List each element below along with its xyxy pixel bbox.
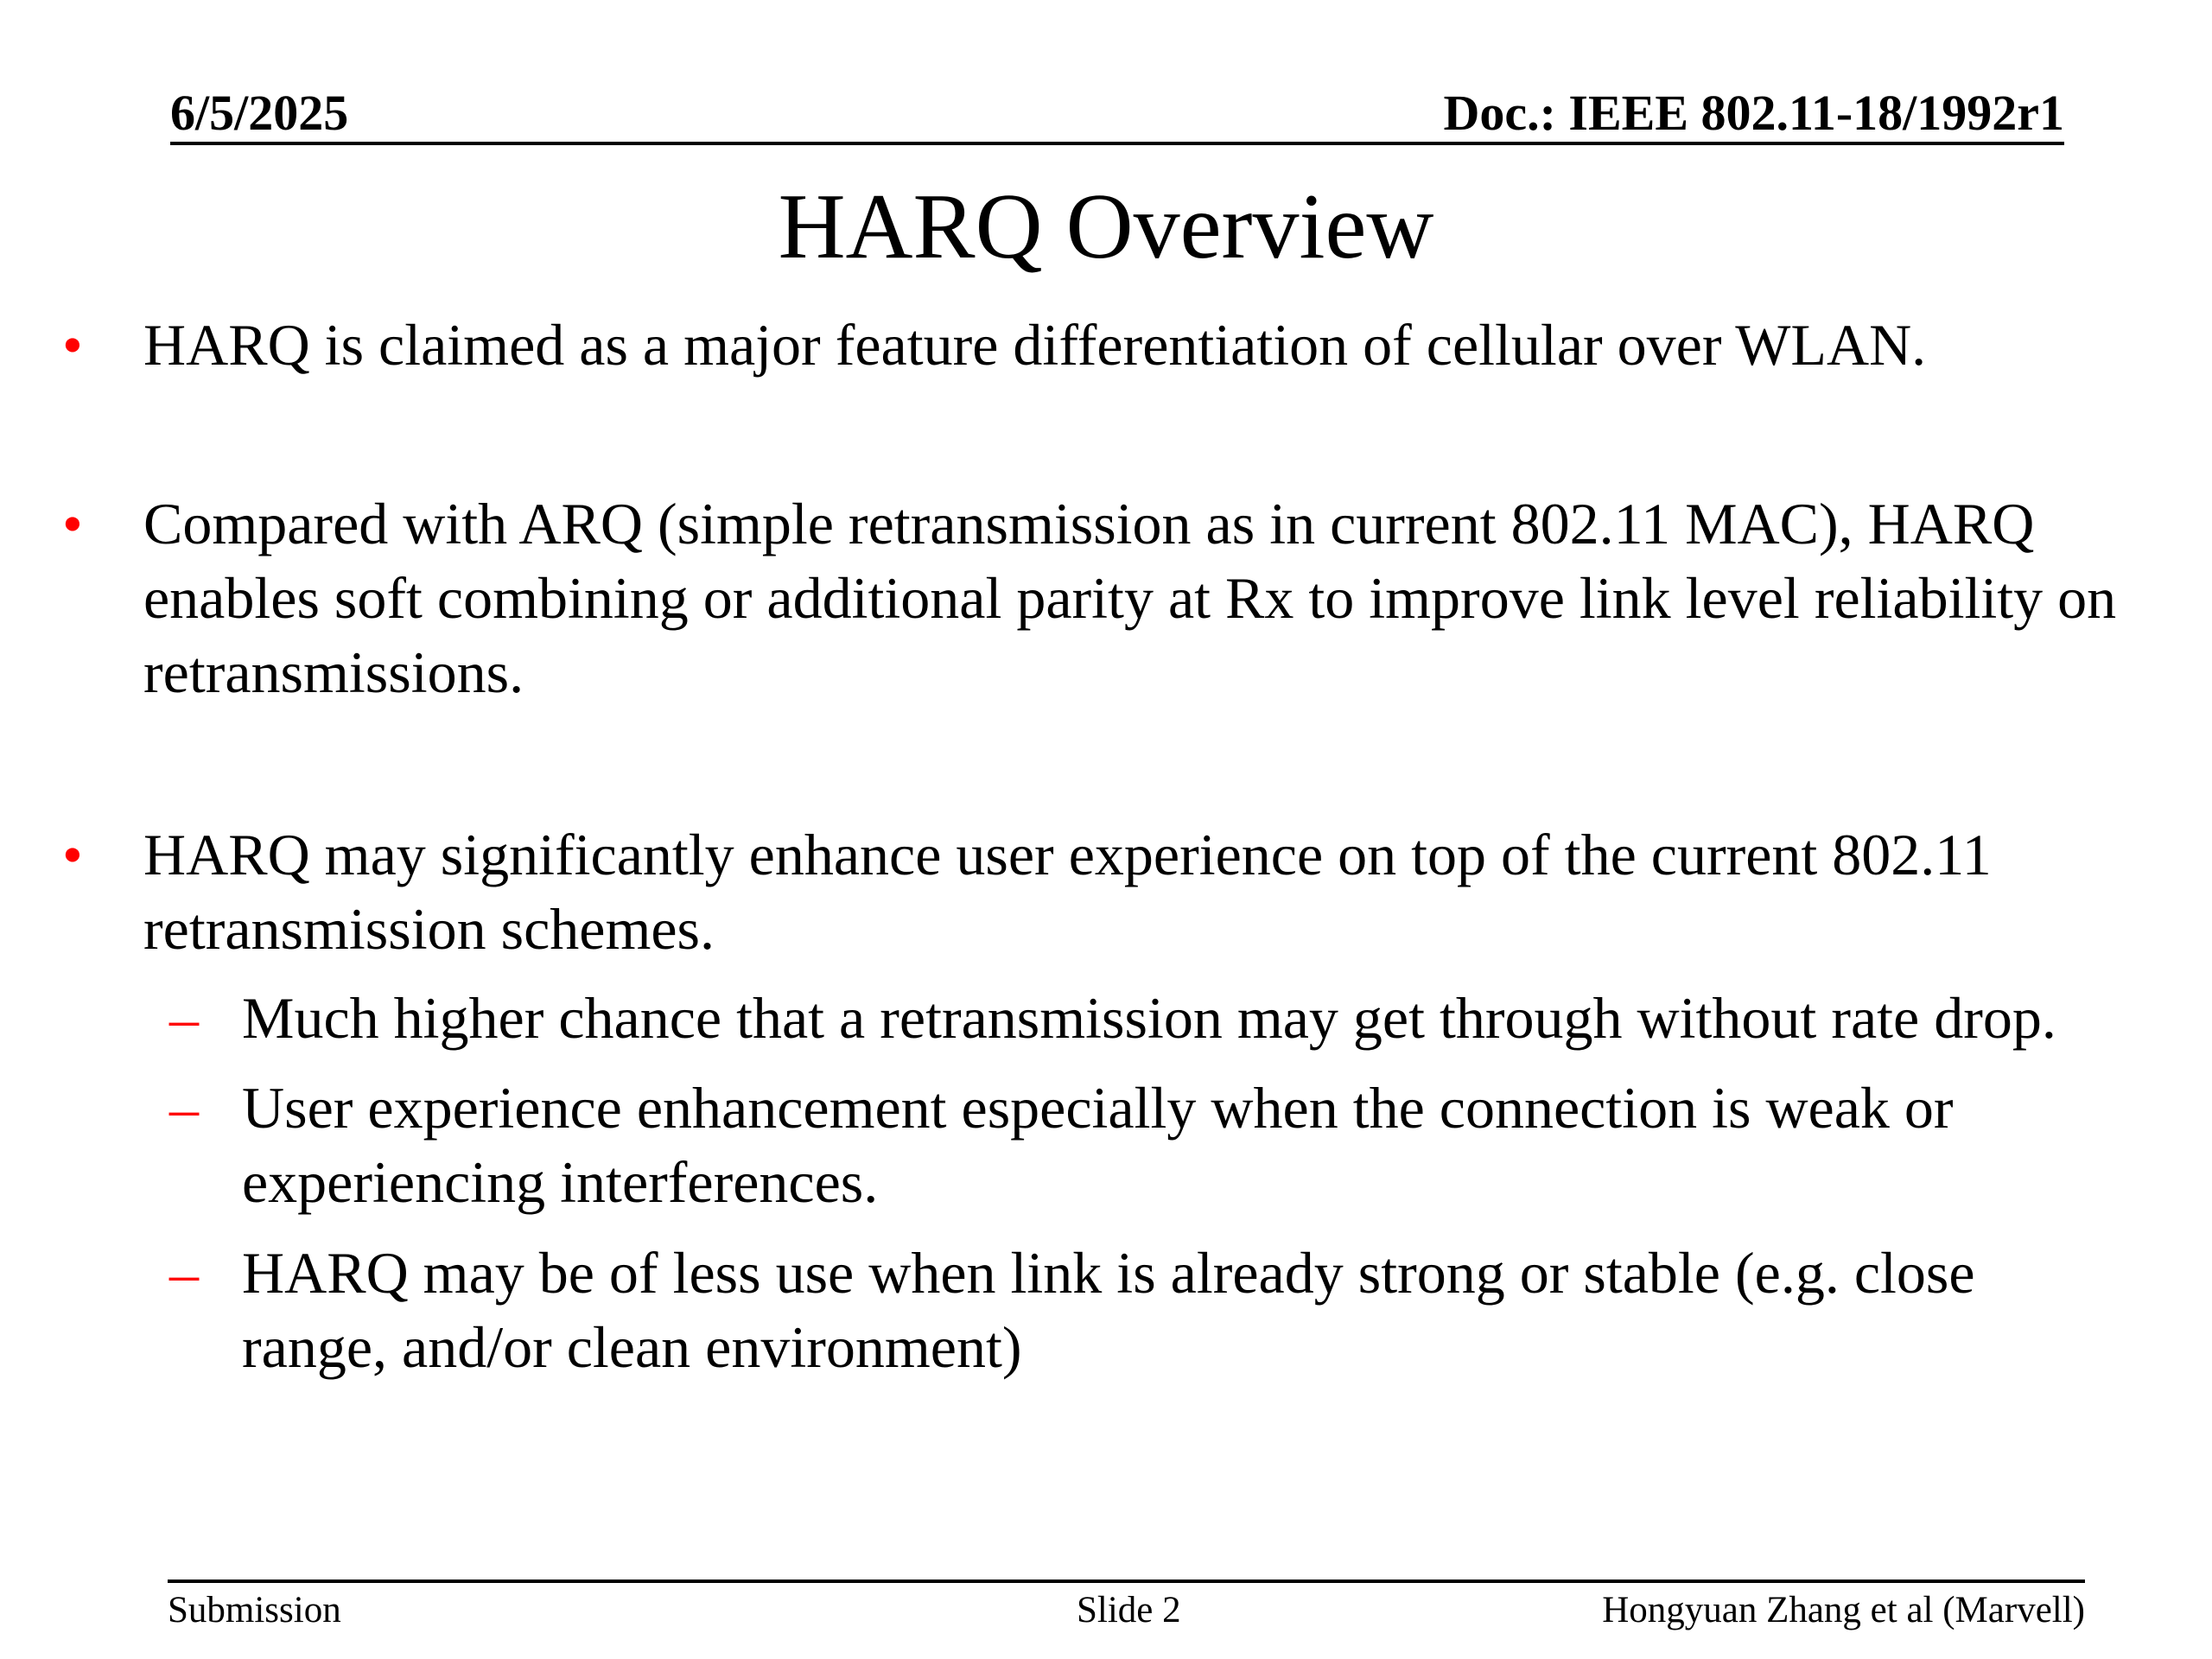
- footer-submission: Submission: [168, 1590, 341, 1630]
- sub-bullet-item-3: [169, 1236, 2100, 1384]
- sub-bullet-item-2: [169, 1071, 2100, 1219]
- sub-bullet-marker: –: [169, 1075, 199, 1141]
- sub-bullet-text: Much higher chance that a retransmission may get through without rate drop.: [242, 985, 2056, 1051]
- footer-author: Hongyuan Zhang et al (Marvell): [1602, 1590, 2085, 1630]
- sub-bullet-marker: –: [169, 1240, 199, 1306]
- bullet-text: Compared with ARQ (simple retransmission as in current 802.11 MAC), HARQ enables soft combining or additional parity at Rx to improve link level reliability on retransmissions.: [143, 491, 2117, 705]
- bullet-item-2: [62, 486, 2174, 709]
- slide-footer: [168, 1580, 2085, 1635]
- bullet-item-1: [62, 308, 2174, 382]
- bullet-text: HARQ is claimed as a major feature differentiation of cellular over WLAN.: [143, 312, 1927, 378]
- sub-bullet-text: User experience enhancement especially when the connection is weak or experiencing interferences.: [242, 1075, 1954, 1215]
- slide-title: HARQ Overview: [778, 175, 1434, 278]
- sub-bullet-text: HARQ may be of less use when link is already strong or stable (e.g. close range, and/or clean environment): [242, 1240, 1975, 1380]
- header-doc-id: Doc.: IEEE 802.11-18/1992r1: [1443, 85, 2064, 141]
- bullet-marker: •: [62, 491, 83, 556]
- footer-slide-number: Slide 2: [1077, 1590, 1181, 1630]
- bullet-marker: •: [62, 312, 83, 378]
- bullet-text: HARQ may significantly enhance user experience on top of the current 802.11 retransmission schemes.: [143, 822, 1992, 962]
- sub-bullet-marker: –: [169, 985, 199, 1051]
- bullet-item-3: [62, 817, 2174, 966]
- header-date: 6/5/2025: [170, 85, 349, 141]
- bullet-marker: •: [62, 822, 83, 887]
- sub-bullet-item-1: [169, 981, 2177, 1055]
